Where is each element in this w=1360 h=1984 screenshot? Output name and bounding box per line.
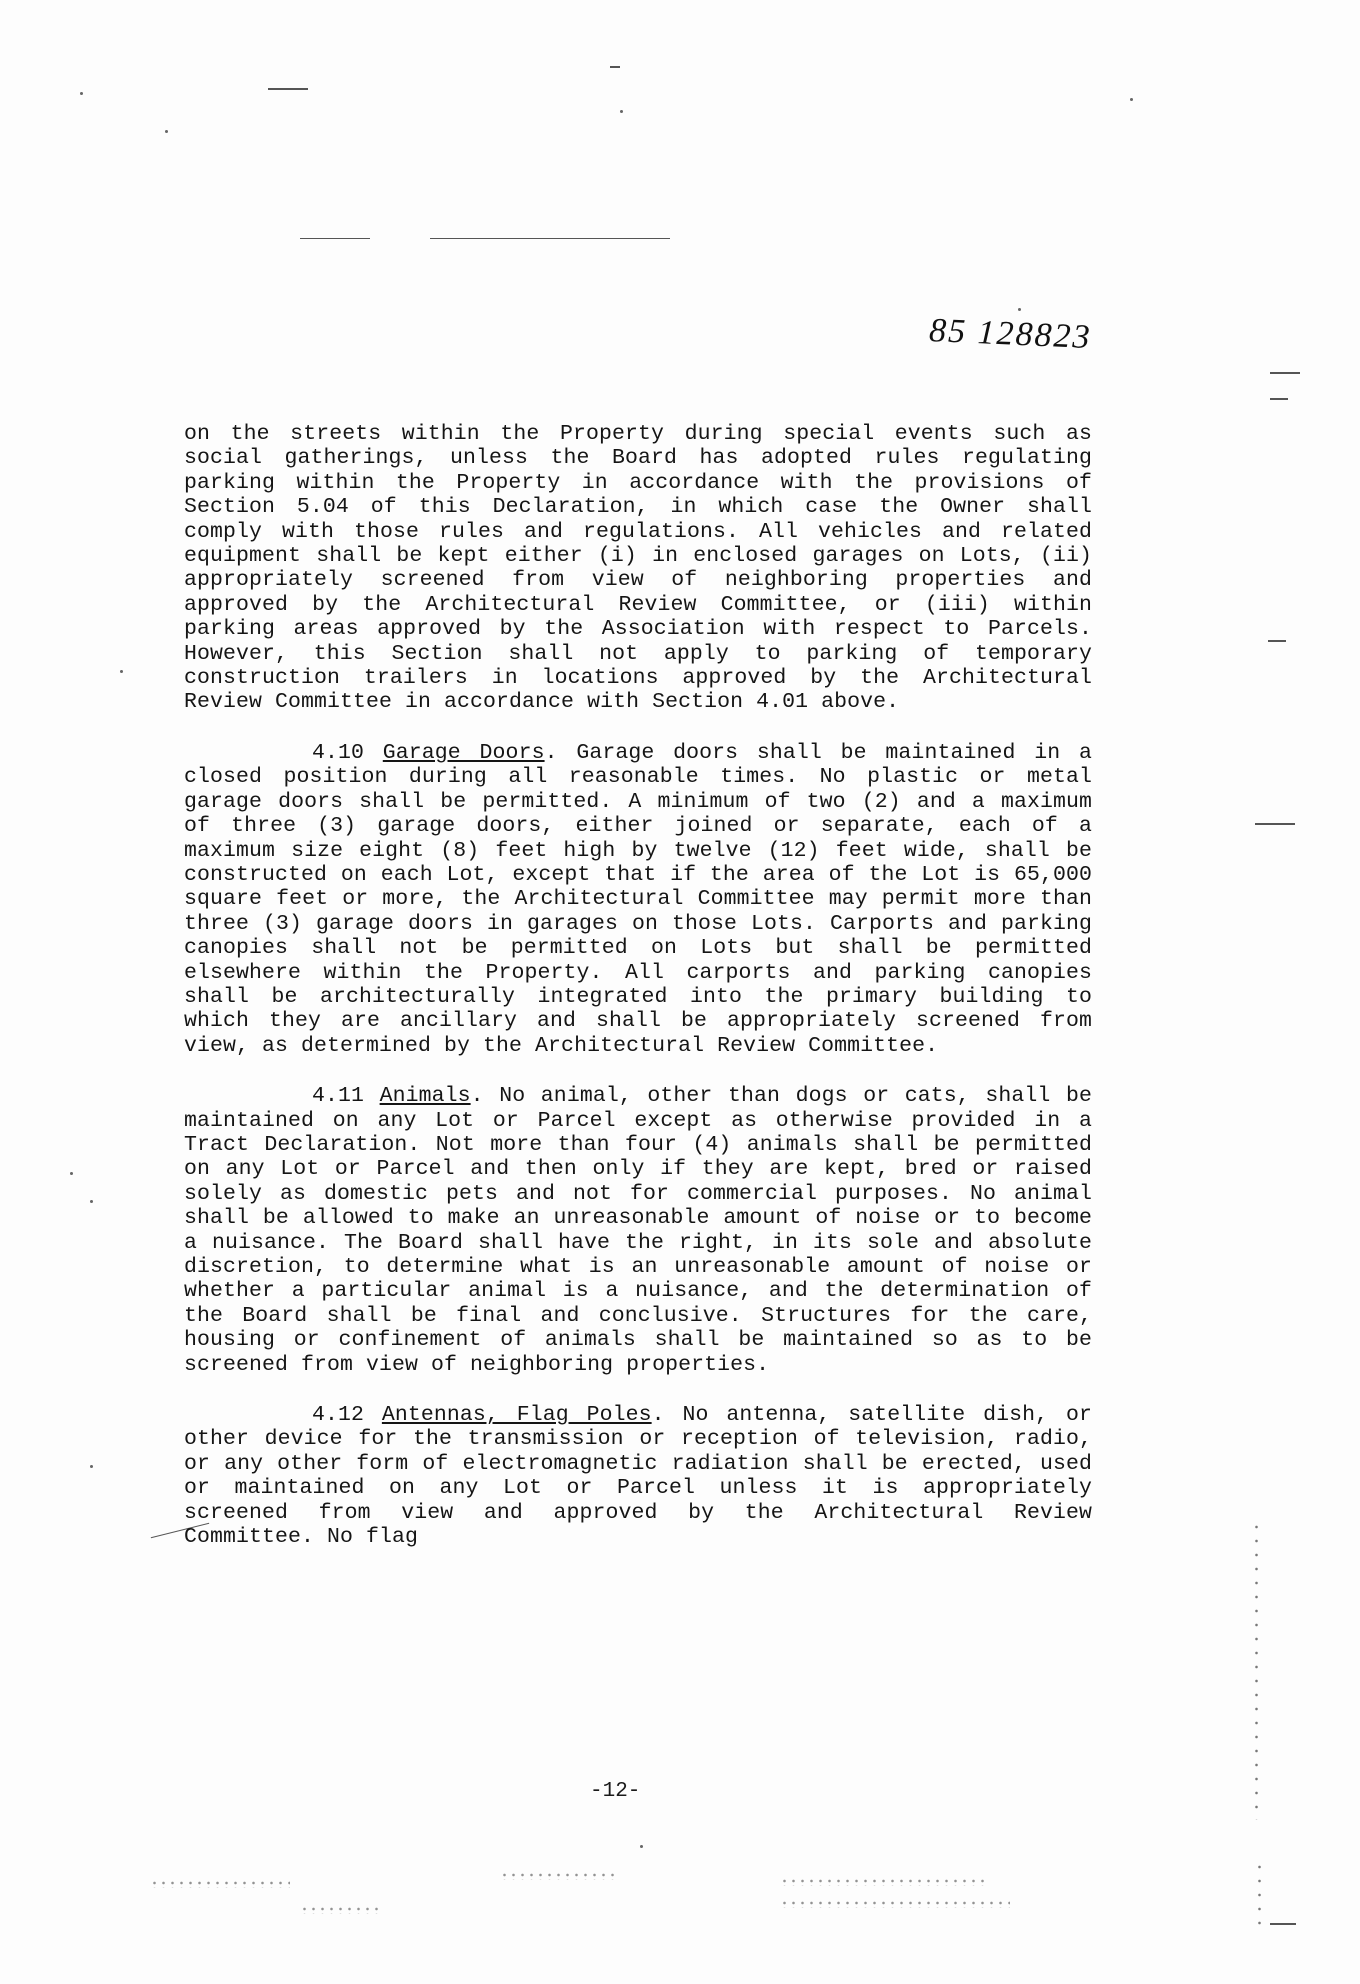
- section-heading: Garage Doors: [382, 740, 545, 765]
- scan-speck: [90, 1200, 93, 1203]
- scan-noise-strip: [780, 1900, 1010, 1908]
- margin-mark: [1270, 372, 1300, 374]
- scan-mark: [430, 238, 670, 239]
- scan-speck: [90, 1465, 93, 1468]
- scan-speck: [620, 110, 623, 113]
- document-number: 85 128823: [928, 312, 1093, 357]
- scan-speck: [1130, 98, 1133, 101]
- scan-mark: [268, 88, 308, 90]
- scan-speck: [640, 1845, 643, 1848]
- margin-speck-column: [1255, 1520, 1258, 1820]
- margin-mark: [1268, 640, 1286, 642]
- paragraph-continuation: [184, 422, 1092, 715]
- section-4-12: 4.12 Antennas, Flag Poles. No antenna, satellite dish, or other device for the transmission or reception of television, radio, or any other form of electromagnetic radiation shall be erected, used or maintained on any Lot or Parcel unless it is appropriately screened from view and approved by the Architectural Review Committee. No flag: [184, 1403, 1092, 1550]
- scan-mark: [610, 66, 620, 68]
- scan-noise-strip: [500, 1872, 620, 1880]
- scan-speck: [120, 670, 123, 673]
- margin-mark: [1255, 823, 1295, 825]
- margin-speck-column: [1258, 1860, 1261, 1930]
- scan-noise-strip: [150, 1880, 290, 1888]
- margin-mark: [1270, 1923, 1296, 1925]
- section-text: No antenna, satellite dish, or other device for the transmission or reception of television, radio, or any other form of electromagnetic radiation shall be erected, used or maintained on any Lot or Parcel unless it is appropriately screened from view and approved by the Architectural Review Committee. No flag: [184, 1403, 1092, 1550]
- scan-mark: [300, 238, 370, 239]
- section-number: 4.10: [312, 740, 365, 765]
- section-text: Garage doors shall be maintained in a closed position during all reasonable times. No plastic or metal garage doors shall be permitted. A minimum of two (2) and a maximum of three (3) garage doors, either joined or separate, each of a maximum size eight (8) feet high by twelve (12) feet wide, shall be constructed on each Lot, except that if the area of the Lot is 65,000 square feet or more, the Architectural Committee may permit more than three (3) garage doors in garages on those Lots. Carports and parking canopies shall not be permitted on Lots but shall be permitted elsewhere within the Property. All carports and parking canopies shall be architecturally integrated into the primary building to which they are ancillary and shall be appropriately screened from view, as determined by the Architectural Review Committee.: [184, 740, 1092, 1058]
- scan-speck: [165, 130, 168, 133]
- paragraph-text: on the streets within the Property during special events such as social gatherings, unless the Board has adopted rules regulating parking within the Property in accordance with the provisions of Section 5.04 of this Declaration, in which case the Owner shall comply with those rules and regulations. All vehicles and related equipment shall be kept either (i) in enclosed garages on Lots, (ii) appropriately screened from view of neighboring properties and approved by the Architectural Review Committee, or (iii) within parking areas approved by the Association with respect to Parcels. However, this Section shall not apply to parking of temporary construction trailers in locations approved by the Architectural Review Committee in accordance with Section 4.01 above.: [184, 422, 1092, 715]
- document-body: [184, 422, 1092, 1575]
- scan-speck: [80, 92, 83, 95]
- scan-speck: [1018, 308, 1021, 311]
- section-heading: Animals: [379, 1084, 471, 1109]
- section-4-11: 4.11 Animals. No animal, other than dogs or cats, shall be maintained on any Lot or Parcel except as otherwise provided in a Tract Declaration. Not more than four (4) animals shall be permitted on any Lot or Parcel and then only if they are kept, bred or raised solely as domestic pets and not for commercial purposes. No animal shall be allowed to make an unreasonable amount of noise or to become a nuisance. The Board shall have the right, in its sole and absolute discretion, to determine what is an unreasonable amount of noise or whether a particular animal is a nuisance, and the determination of the Board shall be final and conclusive. Structures for the care, housing or confinement of animals shall be maintained so as to be screened from view of neighboring properties.: [184, 1084, 1092, 1377]
- section-number: 4.12: [312, 1403, 365, 1428]
- scan-noise-strip: [300, 1906, 380, 1914]
- section-4-10: 4.10 Garage Doors. Garage doors shall be maintained in a closed position during all reasonable times. No plastic or metal garage doors shall be permitted. A minimum of two (2) and a maximum of three (3) garage doors, either joined or separate, each of a maximum size eight (8) feet high by twelve (12) feet wide, shall be constructed on each Lot, except that if the area of the Lot is 65,000 square feet or more, the Architectural Committee may permit more than three (3) garage doors in garages on those Lots. Carports and parking canopies shall not be permitted on Lots but shall be permitted elsewhere within the Property. All carports and parking canopies shall be architecturally integrated into the primary building to which they are ancillary and shall be appropriately screened from view, as determined by the Architectural Review Committee.: [184, 740, 1092, 1058]
- section-heading: Antennas, Flag Poles: [381, 1403, 652, 1428]
- margin-mark: [1270, 398, 1288, 400]
- scan-speck: [70, 1172, 73, 1175]
- section-number: 4.11: [312, 1084, 365, 1109]
- page-number: -12-: [590, 1780, 641, 1803]
- scan-noise-strip: [780, 1878, 990, 1886]
- section-text: No animal, other than dogs or cats, shall be maintained on any Lot or Parcel except as otherwise provided in a Tract Declaration. Not more than four (4) animals shall be permitted on any Lot or Parcel and then only if they are kept, bred or raised solely as domestic pets and not for commercial purposes. No animal shall be allowed to make an unreasonable amount of noise or to become a nuisance. The Board shall have the right, in its sole and absolute discretion, to determine what is an unreasonable amount of noise or whether a particular animal is a nuisance, and the determination of the Board shall be final and conclusive. Structures for the care, housing or confinement of animals shall be maintained so as to be screened from view of neighboring properties.: [184, 1084, 1092, 1377]
